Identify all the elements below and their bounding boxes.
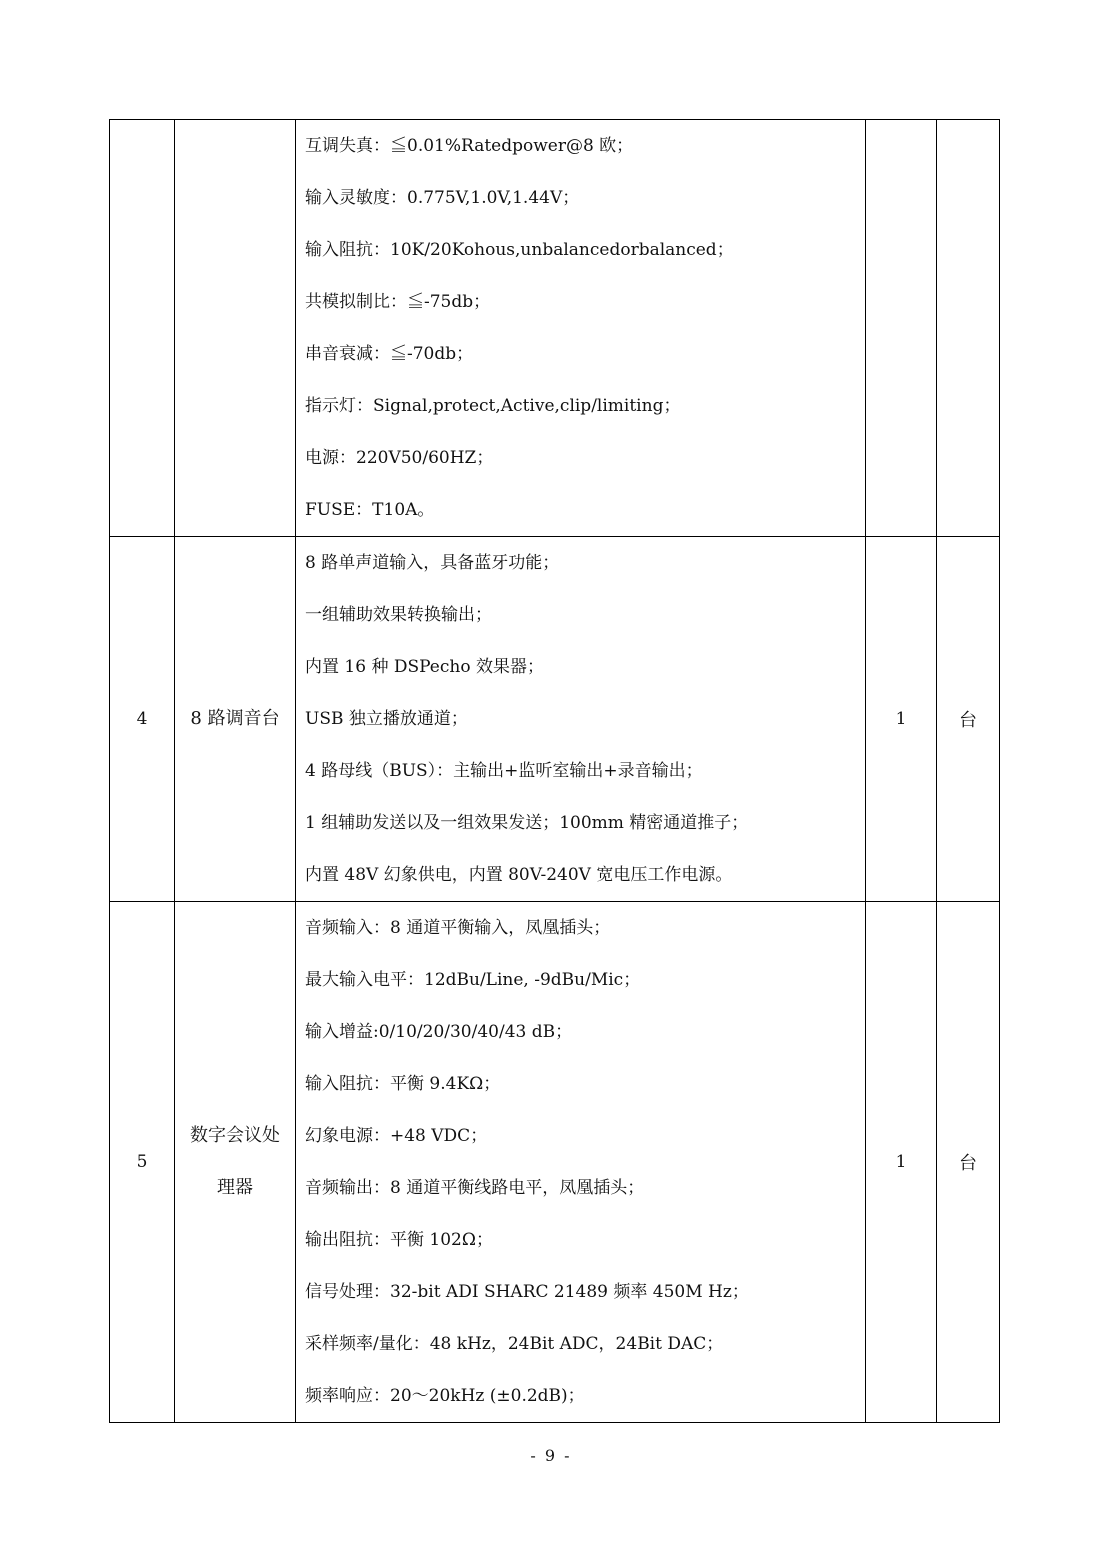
spec-line: 内置 48V 幻象供电，内置 80V-240V 宽电压工作电源。 <box>305 865 733 885</box>
item-name-line: 8 路调音台 <box>190 708 280 729</box>
item-unit-cell: 台 <box>937 537 1000 902</box>
spec-line: 内置 16 种 DSPecho 效果器； <box>305 657 544 677</box>
spec-line: 电源：220V50/60HZ； <box>305 448 494 468</box>
spec-line: 输出阻抗：平衡 102Ω； <box>305 1230 493 1250</box>
item-spec-cell <box>296 537 866 902</box>
spec-line: 输入增益:0/10/20/30/40/43 dB； <box>305 1022 573 1042</box>
spec-line: FUSE：T10A。 <box>305 500 435 520</box>
spec-line: 一组辅助效果转换输出； <box>305 605 492 625</box>
item-spec-cell <box>296 120 866 537</box>
spec-line: 输入阻抗：平衡 9.4KΩ； <box>305 1074 501 1094</box>
item-quantity-cell <box>866 120 937 537</box>
spec-line: 信号处理：32-bit ADI SHARC 21489 频率 450M Hz； <box>305 1282 749 1302</box>
table-row <box>110 537 1000 902</box>
item-unit-cell <box>937 120 1000 537</box>
item-name-cell <box>175 902 296 1423</box>
item-number-cell: 4 <box>110 537 175 902</box>
specification-table <box>109 119 1000 1423</box>
page-number: - 9 - <box>530 1446 572 1465</box>
spec-line: 指示灯：Signal,protect,Active,clip/limiting； <box>305 396 681 416</box>
spec-line: 采样频率/量化：48 kHz，24Bit ADC，24Bit DAC； <box>305 1334 724 1354</box>
table-row <box>110 120 1000 537</box>
item-name-cell <box>175 120 296 537</box>
spec-line: 共模拟制比：≦-75db； <box>305 292 491 312</box>
item-quantity-cell: 1 <box>866 902 937 1423</box>
spec-line: 互调失真：≦0.01%Ratedpower@8 欧； <box>305 136 634 156</box>
spec-line: 输入灵敏度：0.775V,1.0V,1.44V； <box>305 188 580 208</box>
item-name-line: 数字会议处 <box>190 1125 280 1146</box>
spec-line: 8 路单声道输入，具备蓝牙功能； <box>305 553 560 573</box>
item-name-cell <box>175 537 296 902</box>
item-quantity-cell: 1 <box>866 537 937 902</box>
item-number-cell <box>110 120 175 537</box>
spec-line: 1 组辅助发送以及一组效果发送；100mm 精密通道推子； <box>305 813 749 833</box>
spec-line: 最大输入电平：12dBu/Line, -9dBu/Mic； <box>305 970 641 990</box>
table-body <box>110 120 1000 1423</box>
item-name-line: 理器 <box>217 1177 253 1198</box>
table-row <box>110 902 1000 1423</box>
spec-line: 串音衰减：≦-70db； <box>305 344 474 364</box>
item-spec-cell <box>296 902 866 1423</box>
spec-line: USB 独立播放通道； <box>305 709 468 729</box>
spec-line: 4 路母线（BUS）：主输出+监听室输出+录音输出； <box>305 761 703 781</box>
item-unit-cell: 台 <box>937 902 1000 1423</box>
spec-line: 音频输出：8 通道平衡线路电平，凤凰插头； <box>305 1178 645 1198</box>
spec-line: 幻象电源：+48 VDC； <box>305 1126 488 1146</box>
spec-line: 输入阻抗：10K/20Kohous,unbalancedorbalanced； <box>305 240 734 260</box>
item-number-cell: 5 <box>110 902 175 1423</box>
spec-line: 音频输入：8 通道平衡输入，凤凰插头； <box>305 918 611 938</box>
spec-line: 频率响应：20～20kHz (±0.2dB)； <box>305 1386 585 1406</box>
